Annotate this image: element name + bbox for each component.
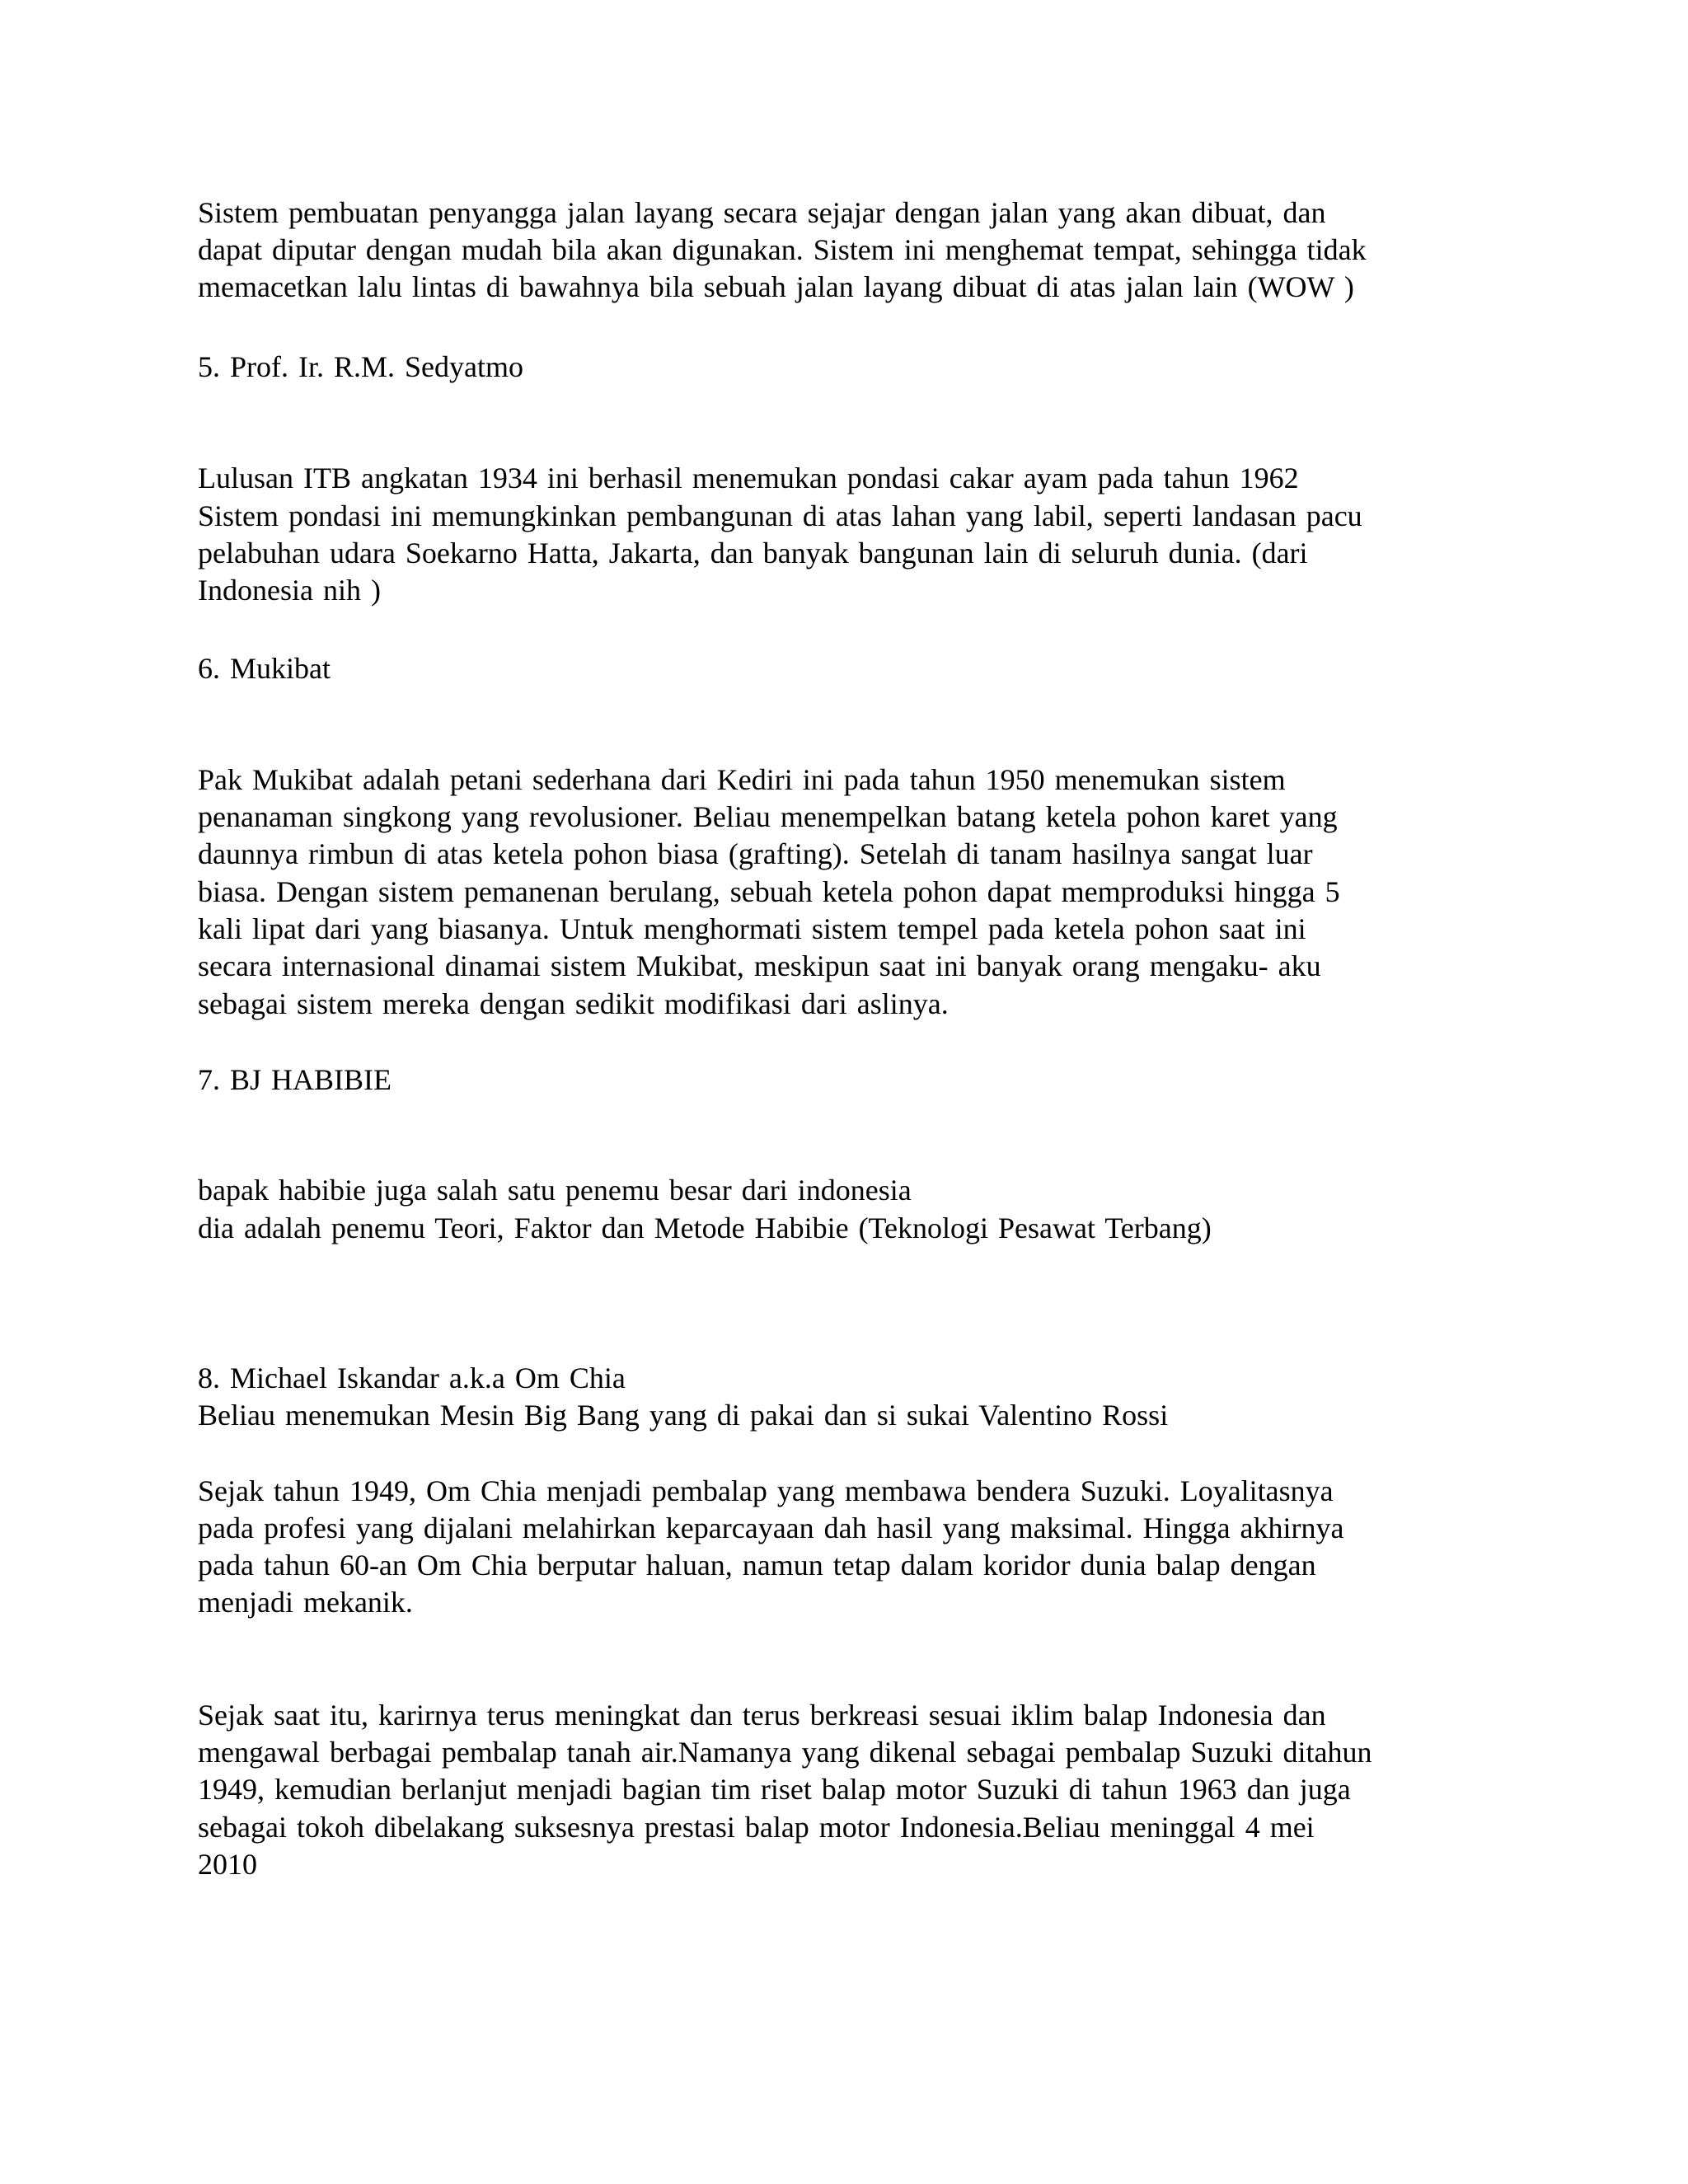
paragraph-line: 2010: [198, 1848, 257, 1881]
paragraph-line: Sistem pembuatan penyangga jalan layang secara sejajar dengan jalan yang akan dibuat, dan: [198, 196, 1326, 229]
paragraph-line: bapak habibie juga salah satu penemu besar dari indonesia: [198, 1174, 912, 1207]
paragraph-line: pelabuhan udara Soekarno Hatta, Jakarta, dan banyak bangunan lain di seluruh dunia. (dari: [198, 537, 1308, 569]
paragraph-line: biasa. Dengan sistem pemanenan berulang, sebuah ketela pohon dapat memproduksi hingga 5: [198, 875, 1340, 908]
paragraph-line: daunnya rimbun di atas ketela pohon biasa (grafting). Setelah di tanam hasilnya sangat luar: [198, 837, 1313, 870]
section-heading: 6. Mukibat: [198, 652, 331, 685]
paragraph-line: kali lipat dari yang biasanya. Untuk menghormati sistem tempel pada ketela pohon saat ini: [198, 912, 1306, 945]
paragraph-line: pada tahun 60-an Om Chia berputar haluan, namun tetap dalam koridor dunia balap dengan: [198, 1549, 1316, 1582]
paragraph-line: pada profesi yang dijalani melahirkan keparcayaan dah hasil yang maksimal. Hingga akhirnya: [198, 1511, 1344, 1544]
paragraph-line: secara internasional dinamai sistem Mukibat, meskipun saat ini banyak orang mengaku- aku: [198, 949, 1321, 982]
paragraph-line: Sejak tahun 1949, Om Chia menjadi pembalap yang membawa bendera Suzuki. Loyalitasnya: [198, 1474, 1334, 1507]
paragraph-line: 1949, kemudian berlanjut menjadi bagian tim riset balap motor Suzuki di tahun 1963 dan juga: [198, 1773, 1351, 1806]
paragraph-line: Indonesia nih ): [198, 574, 381, 607]
paragraph-line: Sistem pondasi ini memungkinkan pembangunan di atas lahan yang labil, seperti landasan pacu: [198, 499, 1362, 532]
paragraph-line: mengawal berbagai pembalap tanah air.Namanya yang dikenal sebagai pembalap Suzuki ditahun: [198, 1736, 1372, 1769]
paragraph-line: Lulusan ITB angkatan 1934 ini berhasil menemukan pondasi cakar ayam pada tahun 1962: [198, 462, 1299, 494]
paragraph-line: dapat diputar dengan mudah bila akan digunakan. Sistem ini menghemat tempat, sehingga tidak: [198, 233, 1367, 266]
paragraph-line: menjadi mekanik.: [198, 1586, 413, 1619]
paragraph-line: Beliau menemukan Mesin Big Bang yang di pakai dan si sukai Valentino Rossi: [198, 1399, 1169, 1432]
paragraph-line: Sejak saat itu, karirnya terus meningkat dan terus berkreasi sesuai iklim balap Indonesia dan: [198, 1699, 1326, 1732]
paragraph-line: penanaman singkong yang revolusioner. Beliau menempelkan batang ketela pohon karet yang: [198, 800, 1338, 833]
section-heading: 7. BJ HABIBIE: [198, 1063, 392, 1096]
paragraph-line: memacetkan lalu lintas di bawahnya bila sebuah jalan layang dibuat di atas jalan lain (WOW ): [198, 270, 1354, 303]
section-heading: 8. Michael Iskandar a.k.a Om Chia: [198, 1361, 626, 1394]
paragraph-line: sebagai sistem mereka dengan sedikit modifikasi dari aslinya.: [198, 987, 949, 1020]
paragraph-line: sebagai tokoh dibelakang suksesnya prestasi balap motor Indonesia.Beliau meninggal 4 mei: [198, 1811, 1315, 1844]
section-heading: 5. Prof. Ir. R.M. Sedyatmo: [198, 350, 523, 383]
paragraph-line: Pak Mukibat adalah petani sederhana dari Kediri ini pada tahun 1950 menemukan sistem: [198, 763, 1286, 796]
paragraph-line: dia adalah penemu Teori, Faktor dan Metode Habibie (Teknologi Pesawat Terbang): [198, 1212, 1212, 1244]
